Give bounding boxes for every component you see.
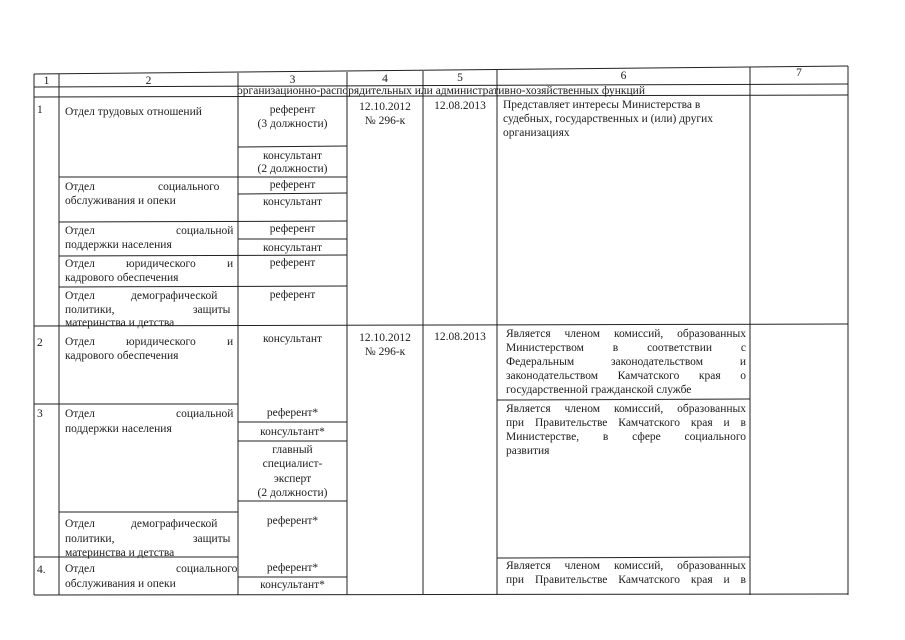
row-number: 4.: [37, 564, 46, 576]
row-number: 3: [37, 408, 43, 420]
position: главный: [272, 444, 313, 456]
position-count: (2 должности): [257, 163, 328, 175]
function-line: Является членом комиссий, образованных: [506, 328, 746, 340]
function-line: Федеральным законодательством и: [506, 356, 746, 368]
dept-name: социальной: [176, 408, 234, 420]
position: референт*: [266, 407, 319, 419]
position-count: (2 должности): [257, 487, 328, 499]
dept-name: материнства и детства: [65, 317, 175, 329]
col-header-2: 2: [145, 75, 152, 87]
dept-name: демографической: [131, 518, 218, 530]
col-header-1: 1: [43, 75, 50, 87]
dept-name: защиты: [193, 304, 231, 316]
col-header-3: 3: [289, 74, 296, 86]
dept-name: поддержки населения: [65, 423, 172, 435]
position: референт: [269, 257, 316, 269]
dept-name: Отдел: [65, 408, 95, 420]
dept-name: обслуживания и опеки: [65, 195, 176, 207]
position: консультант: [262, 242, 323, 254]
dept-name: социальной: [176, 225, 234, 237]
position: референт: [269, 289, 316, 301]
dept-name: Отдел: [65, 336, 95, 348]
position: референт: [269, 104, 316, 116]
start-date: 12.08.2013: [434, 331, 486, 343]
dept-name: Отдел трудовых отношений: [65, 106, 202, 118]
dept-name: юридического: [126, 336, 196, 348]
dept-name: кадрового обеспечения: [65, 350, 179, 362]
function-line: организациях: [503, 127, 570, 139]
position: консультант: [262, 196, 323, 208]
dept-name: материнства и детства: [65, 547, 175, 559]
position: консультант*: [260, 579, 325, 591]
function-line: при Правительстве Камчатского края и в: [506, 417, 746, 429]
position: консультант: [262, 333, 323, 345]
function-line: Является членом комиссий, образованных: [506, 560, 746, 572]
dept-name: Отдел: [65, 563, 95, 575]
col-header-6: 6: [620, 70, 627, 82]
col-header-5: 5: [457, 72, 463, 84]
order-number: № 296-к: [364, 115, 406, 127]
dept-name: политики,: [65, 304, 115, 316]
order-date: 12.10.2012: [359, 332, 411, 344]
dept-name: защиты: [193, 533, 231, 545]
position: эксперт: [273, 473, 312, 485]
dept-name: социального: [158, 181, 220, 193]
dept-name: обслуживания и опеки: [65, 578, 176, 590]
position: специалист-: [262, 458, 323, 470]
position: референт*: [266, 515, 319, 527]
function-line: государственной гражданской службе: [506, 384, 692, 396]
dept-name: Отдел: [65, 225, 95, 237]
dept-name: Отдел: [65, 518, 95, 530]
order-number: № 296-к: [364, 346, 406, 358]
position: консультант*: [260, 426, 325, 438]
row-number: 2: [37, 337, 43, 349]
dept-name: Отдел: [65, 258, 95, 270]
position-count: (3 должности): [257, 118, 328, 130]
function-line: Является членом комиссий, образованных: [506, 403, 746, 415]
row-number: 1: [37, 104, 43, 116]
position: референт*: [266, 562, 319, 574]
col-header-4: 4: [382, 73, 388, 85]
function-line: Представляет интересы Министерства в: [503, 99, 701, 111]
start-date: 12.08.2013: [434, 100, 486, 112]
dept-name: политики,: [65, 533, 115, 545]
order-date: 12.10.2012: [359, 101, 411, 113]
dept-name: и: [227, 336, 234, 348]
function-line: Министерством в соответствии с: [506, 342, 746, 354]
position: консультант: [262, 150, 323, 162]
section-title: организационно-распорядительных или административно-хозяйственных функций: [237, 85, 645, 97]
function-line: Министерстве, в сфере социального: [506, 431, 746, 443]
col-header-7: 7: [796, 67, 802, 79]
dept-name: юридического: [126, 258, 196, 270]
dept-name: и: [227, 258, 234, 270]
dept-name: Отдел: [65, 290, 95, 302]
dept-name: демографической: [131, 290, 218, 302]
position: референт: [269, 179, 316, 191]
function-line: развития: [506, 445, 550, 457]
dept-name: социального: [176, 563, 238, 575]
function-line: судебных, государственных и (или) других: [503, 113, 714, 125]
dept-name: поддержки населения: [65, 239, 172, 251]
dept-name: Отдел: [65, 181, 95, 193]
dept-name: кадрового обеспечения: [65, 272, 179, 284]
function-line: законодательством Камчатского края о: [506, 370, 746, 382]
position: референт: [269, 223, 316, 235]
function-line: при Правительстве Камчатского края и в: [506, 574, 746, 586]
